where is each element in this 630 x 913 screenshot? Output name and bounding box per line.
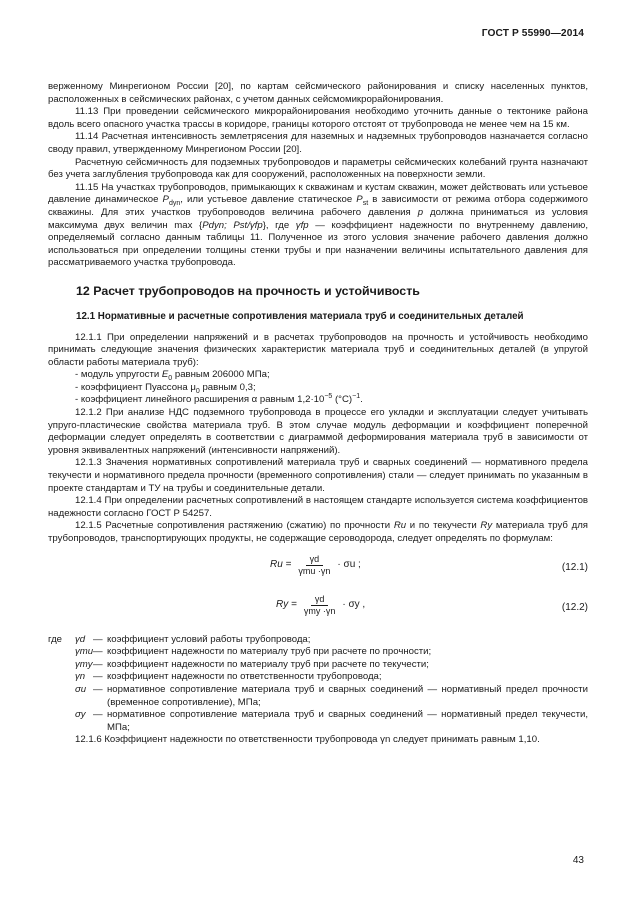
section-heading-12: 12 Расчет трубопроводов на прочность и устойчивость	[76, 283, 420, 298]
definition-text: коэффициент надежности по материалу труб при расчете по текучести;	[107, 658, 429, 670]
document-standard-header: ГОСТ Р 55990—2014	[481, 28, 584, 39]
paragraph-12-1-4: 12.1.4 При определении расчетных сопротивлений в настоящем стандарте используется система коэффициентов надежности согласно ГОСТ Р 54257.	[48, 495, 588, 519]
formula-denominator: γmu ·γn	[298, 565, 331, 576]
subsection-heading-12-1: 12.1 Нормативные и расчетные сопротивления материала труб и соединительных деталей	[76, 310, 524, 322]
formula-denominator: γmy ·γn	[303, 605, 336, 616]
formula-12-2	[48, 594, 588, 624]
page-body	[48, 81, 588, 747]
definition-text: нормативное сопротивление материала труб и сварных соединений — нормативный предел прочности (временное сопротивление), МПа;	[107, 683, 588, 708]
definition-symbol: γd	[75, 633, 86, 645]
formula-rhs: · σu ;	[337, 558, 361, 570]
definition-row	[48, 659, 588, 672]
definition-dash: —	[93, 646, 103, 658]
definition-symbol: σy	[75, 709, 86, 721]
definition-dash: —	[93, 658, 103, 670]
equation-number: (12.1)	[561, 561, 588, 573]
formula-numerator: γd	[306, 554, 324, 566]
definition-text: нормативное сопротивление материала труб и сварных соединений — нормативный предел текучести, МПа;	[107, 709, 588, 733]
paragraph-11-15: 11.15 На участках трубопроводов, примыкающих к скважинам и кустам скважин, может действовать или устьевое давление динамическое $P_{dyn}$, или устьевое давление статическое $P_{st}$ в зависимости от режима отбора содержимого скважины. Для этих участков трубопроводов величина рабочего давления p должна приниматься из условия максимума двух величин max {Pdyn; Pst/γfp}, где γfp — коэффициент надежности по внутреннему давлению, определяемый согласно данным таблицы 11. Полученное из этого условия значение рабочего давления должно использоваться при определении толщины стенки трубы и при назначении величины испытательного давления для рассматриваемого участка трубопровода.	[48, 181, 589, 269]
definition-text: коэффициент надежности по материалу труб при расчете по прочности;	[107, 646, 432, 658]
definition-row	[48, 646, 588, 659]
definition-dash: —	[93, 671, 103, 683]
definition-symbol: γn	[75, 671, 86, 683]
paragraph-11-13: 11.13 При проведении сейсмического микрорайонирования необходимо уточнить данные о тектонике района вдоль всего опасного участка трассы в коридоре, границы которого отстоят от трубопровода не менее чем на 15 км.	[48, 106, 588, 130]
list-item: - коэффициент Пуассона $\mu_0$ равным 0,3;	[75, 381, 256, 395]
definition-symbol: γmy	[75, 658, 93, 670]
definition-row	[48, 634, 588, 647]
formula-lhs: Ru =	[270, 558, 292, 570]
definition-lead: где	[48, 633, 63, 645]
definition-dash: —	[93, 683, 103, 695]
list-item: - коэффициент линейного расширения α равным $1,2\cdot 10^{-5}$ $(^\circ С)^{-1}$.	[75, 393, 363, 406]
equation-number: (12.2)	[561, 601, 588, 613]
formula-numerator: γd	[311, 594, 329, 606]
formula-rhs: · σy ,	[342, 598, 366, 610]
paragraph-12-1-6: 12.1.6 Коэффициент надежности по ответственности трубопровода γn следует принимать равным 1,10.	[75, 734, 540, 746]
definition-row	[48, 671, 588, 684]
definition-symbol: σu	[75, 683, 87, 695]
material-properties-list	[48, 369, 588, 407]
symbol-definitions	[48, 634, 588, 735]
paragraph-seismic: Расчетную сейсмичность для подземных трубопроводов и параметры сейсмических колебаний грунта назначают без учета заглубления трубопровода как для сооружений, расположенных на поверхности земли.	[48, 156, 588, 181]
paragraph-12-1-3: 12.1.3 Значения нормативных сопротивлений материала труб и сварных соединений — нормативного предела текучести и нормативного предела прочности (временного сопротивления) стали — следует принимать по указанным в проекте стандартам и ТУ на трубы и соединительные детали.	[48, 457, 588, 494]
page-number: 43	[572, 855, 584, 867]
definition-text: коэффициент условий работы трубопровода;	[107, 633, 311, 645]
list-item: - модуль упругости $E_0$ равным 206000 МПа;	[75, 369, 270, 383]
formula-12-1	[48, 554, 588, 584]
definition-dash: —	[93, 633, 103, 645]
paragraph: верженному Минрегионом России [20], по картам сейсмического районирования и списку населенных пунктов, расположенных в сейсмических районах, с учетом данных сейсмомикрорайонирования.	[48, 81, 588, 105]
definition-row	[48, 684, 588, 709]
definition-dash: —	[93, 709, 103, 721]
formula-lhs: Ry =	[276, 598, 297, 610]
paragraph-11-14: 11.14 Расчетная интенсивность землетрясения для наземных и надземных трубопроводов назначается согласно своду правил, утвержденному Минрегионом России [20].	[48, 131, 588, 155]
definition-row	[48, 709, 588, 734]
definition-text: коэффициент надежности по ответственности трубопровода;	[107, 671, 382, 683]
paragraph-12-1-1: 12.1.1 При определении напряжений и в расчетах трубопроводов на прочность и устойчивость необходимо принимать следующие значения физических характеристик материала труб и соединительных деталей (в упругой области работы материала труб):	[48, 331, 588, 368]
definition-symbol: γmu	[75, 646, 94, 658]
paragraph-12-1-2: 12.1.2 При анализе НДС подземного трубопровода в процессе его укладки и эксплуатации следует учитывать упруго-пластические свойства материала труб. В этом случае модуль деформации и коэффициент поперечной деформации следует определять в соответствии с диаграммой деформирования материала труб в зависимости от уровня эквивалентных напряжений (интенсивности напряжений).	[48, 407, 588, 456]
paragraph-12-1-5: 12.1.5 Расчетные сопротивления растяжению (сжатию) по прочности Ru и по текучести Ry материала труб для трубопроводов, транспортирующих продукты, не содержащие сероводорода, следует определять по формулам:	[48, 520, 588, 544]
